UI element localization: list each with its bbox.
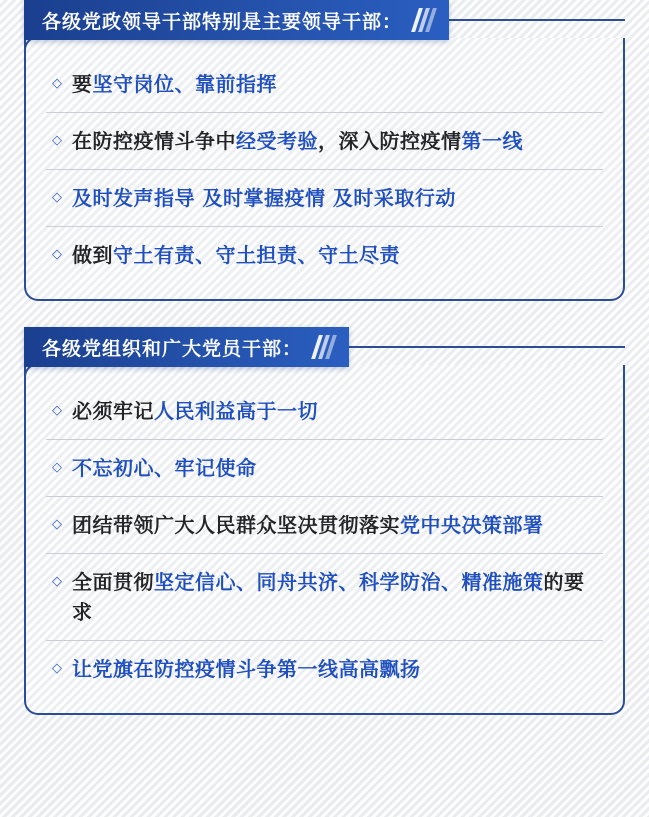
card-header: [24, 327, 625, 367]
list-item: [46, 497, 603, 554]
header-rule: [449, 19, 625, 21]
list-item: [46, 227, 603, 283]
card-title-banner: [24, 0, 449, 40]
list-item: [46, 440, 603, 497]
card-leaders: [24, 0, 625, 301]
card-title-text: 各级党组织和广大党员干部：: [42, 337, 303, 360]
stripes-icon: [312, 334, 333, 360]
list-item-text: 全面贯彻坚定信心、同舟共济、科学防治、精准施策的要求: [72, 570, 585, 624]
list-item-text: 在防控疫情斗争中经受考验，深入防控疫情第一线: [72, 129, 523, 153]
list-item-text: 必须牢记人民利益高于一切: [72, 399, 318, 423]
list-item: [46, 113, 603, 170]
list-item: [46, 383, 603, 440]
card-header: [24, 0, 625, 40]
card-party-members: [24, 327, 625, 715]
list-item: [46, 641, 603, 697]
diamond-bullet-icon: ◇: [52, 517, 62, 532]
card-title-text: 各级党政领导干部特别是主要领导干部：: [42, 10, 403, 33]
card-body: [24, 38, 625, 301]
diamond-bullet-icon: ◇: [52, 661, 62, 676]
diamond-bullet-icon: ◇: [52, 403, 62, 418]
diamond-bullet-icon: ◇: [52, 76, 62, 91]
card-title-banner: [24, 327, 349, 367]
list-item-text: 让党旗在防控疫情斗争第一线高高飘扬: [72, 657, 421, 681]
card-body: [24, 365, 625, 715]
list-item-text: 团结带领广大人民群众坚决贯彻落实党中央决策部署: [72, 513, 544, 537]
diamond-bullet-icon: ◇: [52, 190, 62, 205]
diamond-bullet-icon: ◇: [52, 247, 62, 262]
list-item: [46, 554, 603, 641]
list-item-text: 要坚守岗位、靠前指挥: [72, 72, 277, 96]
diamond-bullet-icon: ◇: [52, 574, 62, 589]
list-item: [46, 56, 603, 113]
stripes-icon: [412, 7, 433, 33]
list-item: [46, 170, 603, 227]
header-rule: [349, 346, 625, 348]
diamond-bullet-icon: ◇: [52, 133, 62, 148]
list-item-text: 及时发声指导 及时掌握疫情 及时采取行动: [72, 186, 456, 210]
list-item-text: 做到守土有责、守土担责、守土尽责: [72, 243, 400, 267]
list-item-text: 不忘初心、牢记使命: [72, 456, 257, 480]
diamond-bullet-icon: ◇: [52, 460, 62, 475]
